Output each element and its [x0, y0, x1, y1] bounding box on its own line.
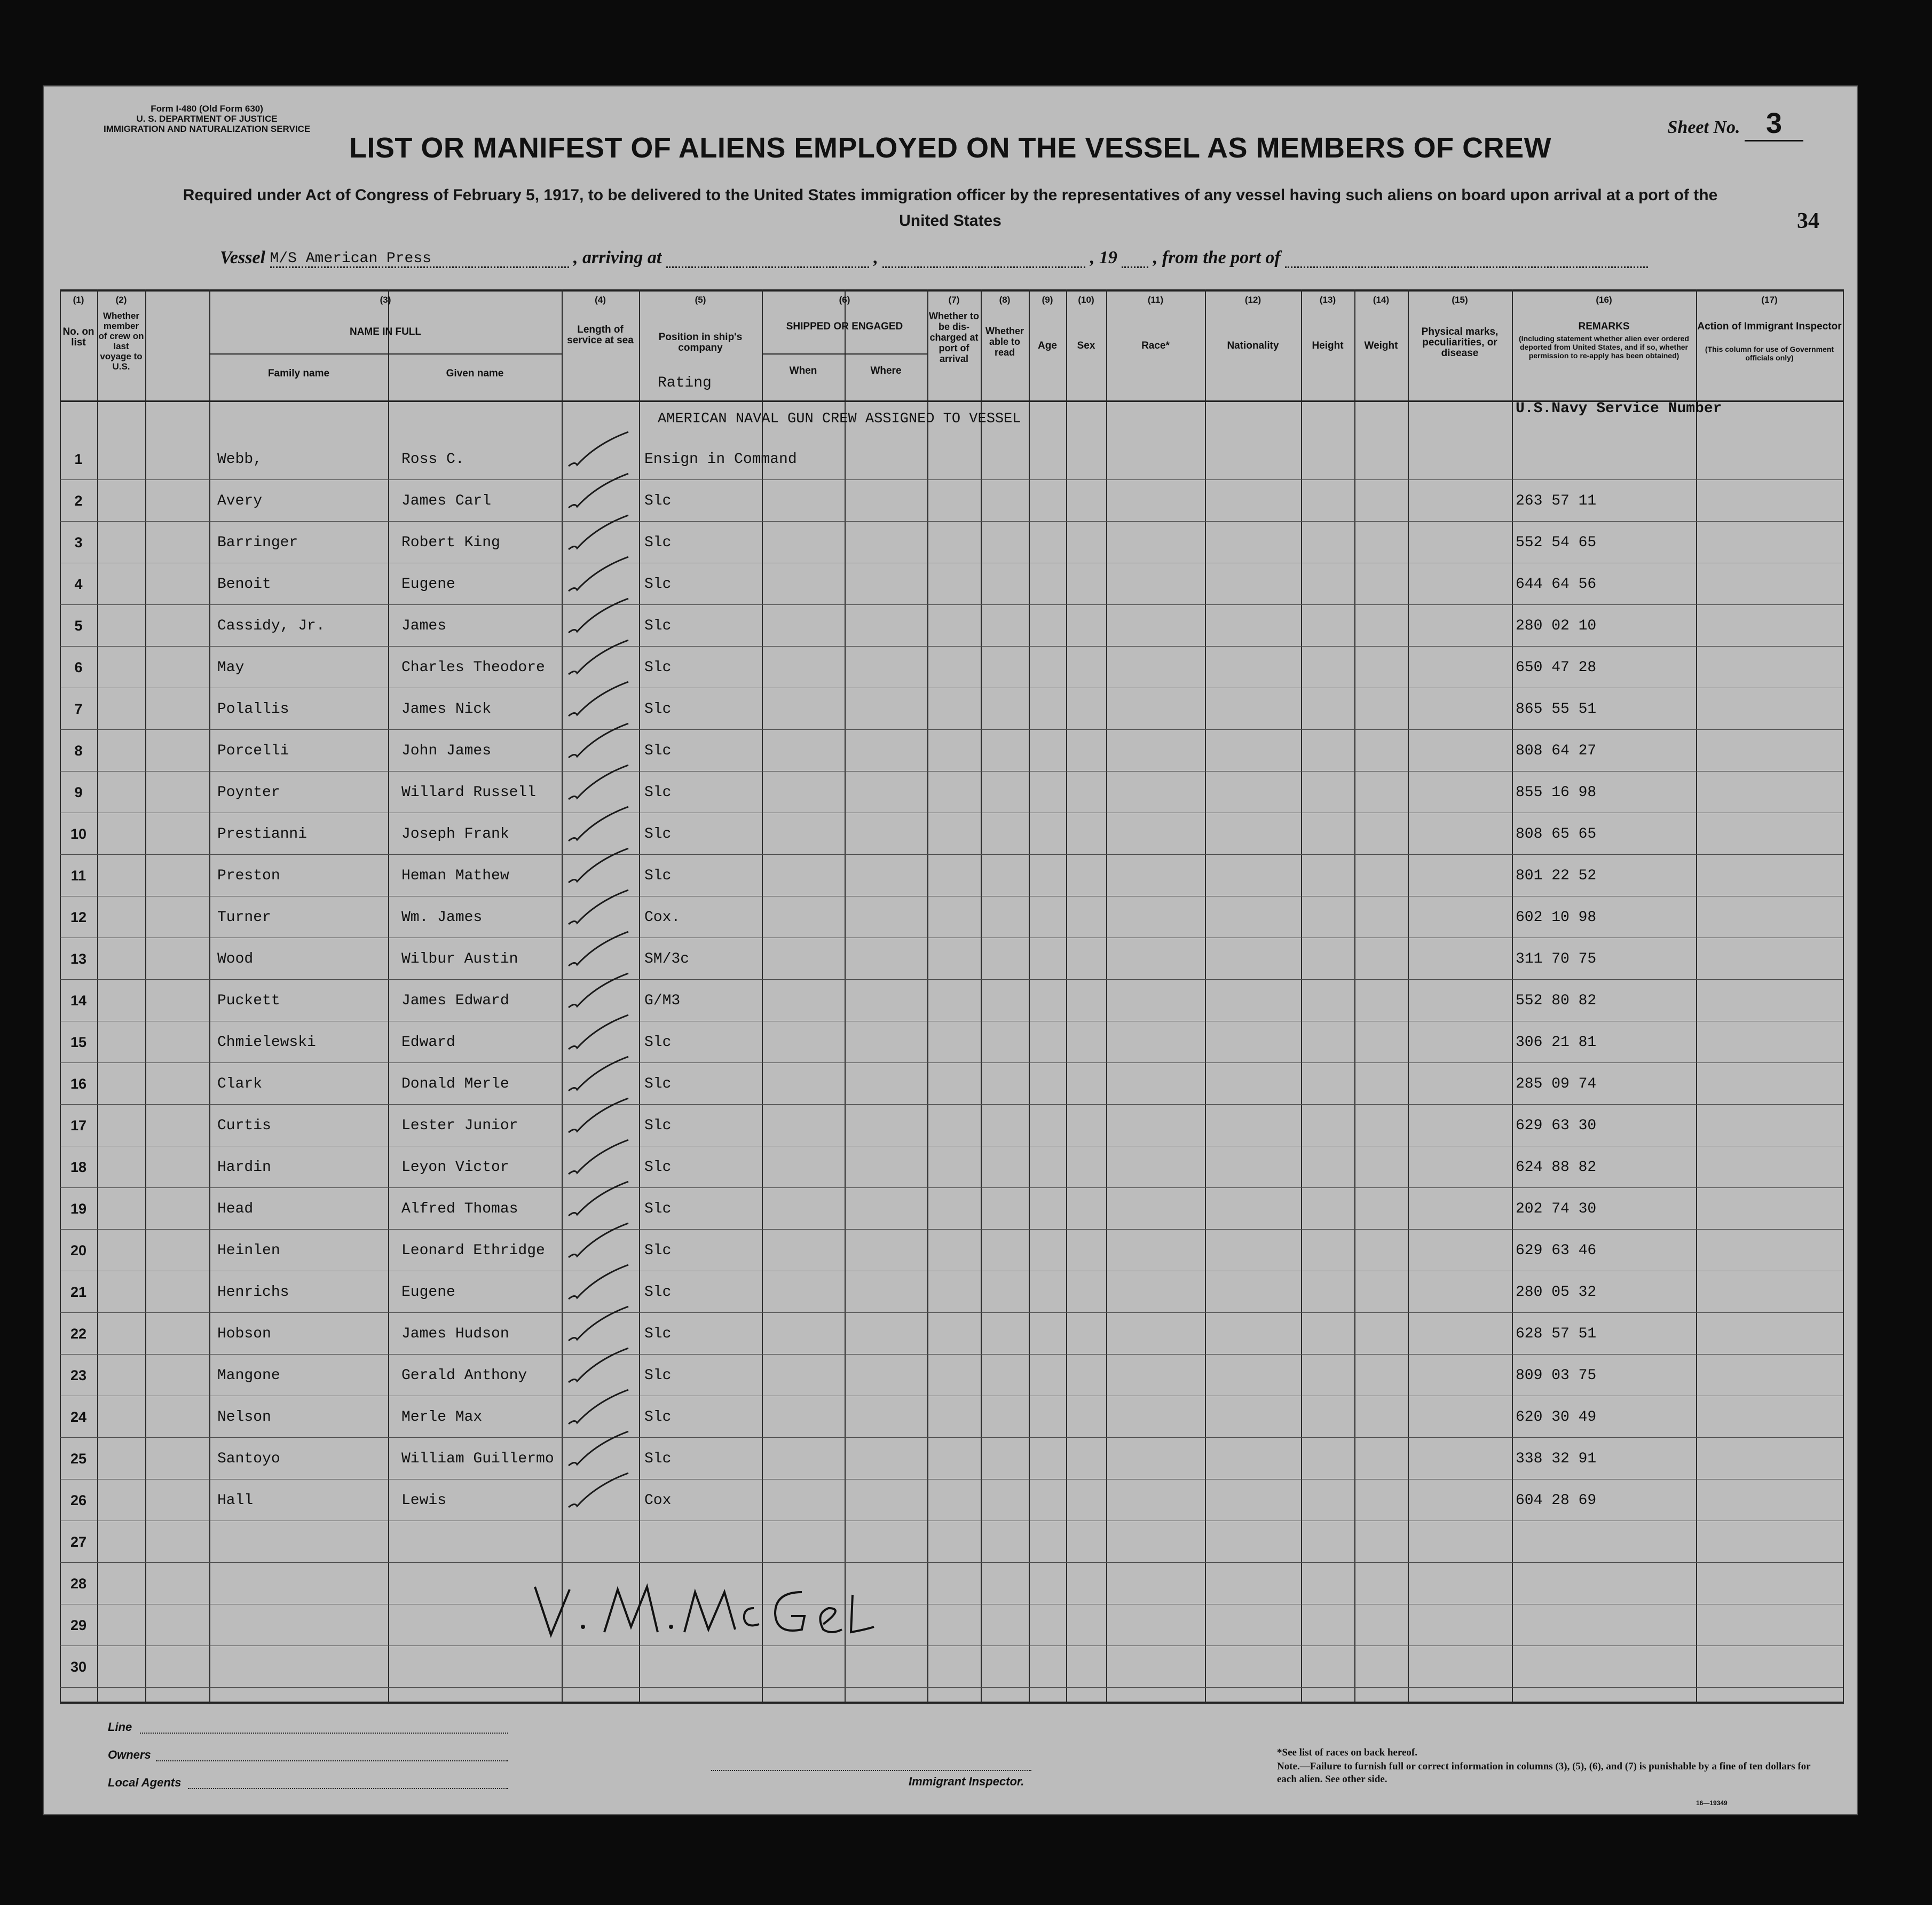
row-divider: [60, 1104, 1843, 1105]
row-divider: [60, 1354, 1843, 1355]
row-number: 22: [70, 1326, 87, 1342]
row-divider: [60, 1229, 1843, 1230]
row-divider: [60, 854, 1843, 855]
given-name: Merle Max: [401, 1409, 483, 1426]
service-number: 801 22 52: [1516, 868, 1597, 884]
col-header-shipped: SHIPPED OR ENGAGED: [786, 321, 903, 332]
vessel-name: M/S American Press: [270, 250, 569, 268]
footer-print-code: 16—19349: [1696, 1799, 1728, 1807]
col-num-10: (10): [1078, 295, 1094, 305]
rating: Slc: [644, 868, 672, 884]
col-header-sex: Sex: [1077, 340, 1095, 351]
row-divider: [60, 729, 1843, 730]
rating: Cox.: [644, 909, 681, 926]
service-number: 644 64 56: [1516, 576, 1597, 593]
service-number: 629 63 46: [1516, 1242, 1597, 1259]
rating: Slc: [644, 1159, 672, 1176]
rating: Slc: [644, 1284, 672, 1301]
col-num-17: (17): [1761, 295, 1778, 305]
col-num-9: (9): [1042, 295, 1053, 305]
col-header-name: NAME IN FULL: [349, 326, 422, 337]
form-reference: [104, 104, 310, 134]
rating: Slc: [644, 534, 672, 551]
rating: Slc: [644, 1034, 672, 1051]
check-mark-icon: [564, 1386, 639, 1428]
check-mark-icon: [564, 1219, 639, 1262]
arrival-date-field: [882, 250, 1085, 268]
col-header-length-of-service: Length of service at sea: [567, 324, 634, 346]
service-number: 620 30 49: [1516, 1409, 1597, 1426]
year-label: , 19: [1090, 248, 1117, 267]
row-divider: [60, 1062, 1843, 1063]
family-name: Cassidy, Jr.: [217, 618, 325, 634]
row-number: 16: [70, 1076, 87, 1092]
service-number: 263 57 11: [1516, 493, 1597, 509]
col-num-13: (13): [1319, 295, 1336, 305]
row-number: 1: [74, 451, 83, 467]
manifest-sheet: [43, 85, 1858, 1815]
rating: Slc: [644, 493, 672, 509]
row-divider: [60, 1562, 1843, 1563]
row-divider: [60, 979, 1843, 980]
rating: Slc: [644, 826, 672, 843]
document-title: LIST OR MANIFEST OF ALIENS EMPLOYED ON THE VESSEL AS MEMBERS OF CREW: [349, 132, 1552, 164]
col-header-where: Where: [870, 365, 902, 376]
rating: Slc: [644, 784, 672, 801]
rating: Slc: [644, 1076, 672, 1092]
given-name: Eugene: [401, 1284, 455, 1301]
col-header-race: Race*: [1141, 340, 1170, 351]
check-mark-icon: [564, 553, 639, 595]
family-name: Benoit: [217, 576, 271, 593]
given-name: Leyon Victor: [401, 1159, 509, 1176]
given-name: Gerald Anthony: [401, 1367, 527, 1384]
family-name: Chmielewski: [217, 1034, 316, 1051]
given-name: Wilbur Austin: [401, 951, 518, 967]
row-divider: [60, 1187, 1843, 1188]
check-mark-icon: [564, 1261, 639, 1303]
service-number: 865 55 51: [1516, 701, 1597, 718]
row-number: 6: [74, 659, 83, 675]
col-header-weight: Weight: [1364, 340, 1398, 351]
footer-note-text: —Failure to furnish full or correct information in columns (3), (5), (6), and (7) is punishable by a fine of ten dollars for each alien. See other side.: [1277, 1761, 1811, 1785]
check-mark-icon: [564, 844, 639, 887]
row-number: 17: [70, 1117, 87, 1133]
family-name: Turner: [217, 909, 271, 926]
family-name: Barringer: [217, 534, 298, 551]
family-name: Head: [217, 1201, 254, 1217]
family-name: Santoyo: [217, 1451, 280, 1467]
inspector-signature-field: [711, 1769, 1031, 1771]
given-name: Joseph Frank: [401, 826, 509, 843]
section-heading: AMERICAN NAVAL GUN CREW ASSIGNED TO VESSEL: [658, 411, 1021, 427]
service-name: IMMIGRATION AND NATURALIZATION SERVICE: [104, 124, 311, 134]
given-name: James Edward: [401, 993, 509, 1009]
row-divider: [60, 521, 1843, 522]
service-number: 202 74 30: [1516, 1201, 1597, 1217]
service-number: 280 05 32: [1516, 1284, 1597, 1301]
footer-local-agents-label: Local Agents: [108, 1776, 182, 1789]
rating: Slc: [644, 1242, 672, 1259]
check-mark-icon: [564, 969, 639, 1012]
col-header-rating: Rating: [658, 375, 712, 391]
footer-owners-field: [156, 1760, 508, 1761]
given-name: James: [401, 618, 447, 634]
rating: Slc: [644, 1117, 672, 1134]
col-header-age: Age: [1038, 340, 1057, 351]
row-number: 28: [70, 1576, 87, 1592]
col-num-1: (1): [73, 295, 84, 305]
service-number: 629 63 30: [1516, 1117, 1597, 1134]
given-name: James Nick: [401, 701, 492, 718]
vessel-line: Vessel M/S American Press , arriving at , , 19 , from the port of: [220, 248, 1648, 268]
form-number: Form I-480 (Old Form 630): [151, 104, 263, 114]
given-name: James Hudson: [401, 1326, 509, 1342]
col-num-14: (14): [1373, 295, 1390, 305]
check-mark-icon: [564, 1177, 639, 1220]
rating: SM/3c: [644, 951, 690, 967]
arriving-at-field: [666, 250, 869, 268]
given-name: William Guillermo: [401, 1451, 554, 1467]
vessel-label: Vessel: [220, 248, 265, 267]
service-number: 602 10 98: [1516, 909, 1597, 926]
inspector-signature: [524, 1576, 930, 1651]
row-number: 20: [70, 1242, 87, 1258]
rating: Slc: [644, 743, 672, 759]
service-number: 552 54 65: [1516, 534, 1597, 551]
row-number: 5: [74, 618, 83, 634]
service-number: 624 88 82: [1516, 1159, 1597, 1176]
row-number: 7: [74, 701, 83, 717]
check-mark-icon: [564, 1427, 639, 1470]
footer-inspector-label: Immigrant Inspector.: [909, 1775, 1024, 1788]
row-number: 23: [70, 1367, 87, 1383]
row-divider: [60, 646, 1843, 647]
given-name: Eugene: [401, 576, 455, 593]
row-number: 18: [70, 1159, 87, 1175]
check-mark-icon: [564, 1344, 639, 1387]
given-name: Lewis: [401, 1492, 447, 1509]
row-divider: [60, 479, 1843, 480]
col-header-last-voyage: Whether member of crew on last voyage to U.S.: [98, 311, 144, 372]
check-mark-icon: [564, 1469, 639, 1512]
check-mark-icon: [564, 1302, 639, 1345]
col-header-position: Position in ship's company: [658, 332, 743, 353]
col-num-5: (5): [695, 295, 706, 305]
row-number: 2: [74, 493, 83, 509]
family-name: Poynter: [217, 784, 280, 801]
rating: G/M3: [644, 993, 681, 1009]
footer-note-label: Note.: [1277, 1761, 1300, 1772]
service-number: 855 16 98: [1516, 784, 1597, 801]
crew-table: [44, 289, 1859, 1704]
given-name: Edward: [401, 1034, 455, 1051]
row-number: 14: [70, 993, 87, 1009]
col-header-no: No. on list: [62, 326, 94, 348]
check-mark-icon: [564, 802, 639, 845]
col-header-height: Height: [1312, 340, 1344, 351]
service-number: 285 09 74: [1516, 1076, 1597, 1092]
rating: Slc: [644, 1367, 672, 1384]
family-name: Hardin: [217, 1159, 271, 1176]
check-mark-icon: [564, 1094, 639, 1137]
family-name: Prestianni: [217, 826, 307, 843]
row-divider: [60, 1312, 1843, 1313]
given-name: Wm. James: [401, 909, 483, 926]
arriving-label: , arriving at: [573, 248, 662, 267]
col-header-family-name: Family name: [267, 368, 330, 379]
rating: Slc: [644, 701, 672, 718]
service-number: 280 02 10: [1516, 618, 1597, 634]
service-number: 628 57 51: [1516, 1326, 1597, 1342]
given-name: Charles Theodore: [401, 659, 545, 676]
service-number: 808 65 65: [1516, 826, 1597, 843]
given-name: Willard Russell: [401, 784, 537, 801]
col-num-2: (2): [115, 295, 127, 305]
sheet-number-label: Sheet No.: [1667, 117, 1740, 137]
family-name: Wood: [217, 951, 254, 967]
rating: Slc: [644, 1409, 672, 1426]
family-name: Hall: [217, 1492, 254, 1509]
year-field: [1122, 250, 1148, 268]
given-name: Ross C.: [401, 451, 464, 468]
service-number: 650 47 28: [1516, 659, 1597, 676]
row-number: 27: [70, 1534, 87, 1550]
row-number: 21: [70, 1284, 87, 1300]
check-mark-icon: [564, 927, 639, 970]
check-mark-icon: [564, 428, 639, 470]
check-mark-icon: [564, 469, 639, 512]
row-number: 29: [70, 1617, 87, 1633]
row-number: 4: [74, 576, 83, 592]
row-number: 30: [70, 1659, 87, 1675]
family-name: May: [217, 659, 245, 676]
document-subtitle: Required under Act of Congress of February 5, 1917, to be delivered to the United States immigration officer by the representatives of any vessel having such aliens on board upon arrival at a port of the United States: [183, 186, 1718, 230]
row-divider: [60, 1687, 1843, 1688]
service-number: 306 21 81: [1516, 1034, 1597, 1051]
check-mark-icon: [564, 678, 639, 720]
given-name: John James: [401, 743, 492, 759]
rating: Slc: [644, 1326, 672, 1342]
service-number: 809 03 75: [1516, 1367, 1597, 1384]
check-mark-icon: [564, 761, 639, 804]
col-header-inspector-action: Action of Immigrant Inspector: [1697, 321, 1842, 332]
col-num-11: (11): [1147, 295, 1164, 305]
family-name: Porcelli: [217, 743, 289, 759]
service-number: 808 64 27: [1516, 743, 1597, 759]
footer-race-note: *See list of races on back hereof.: [1277, 1747, 1417, 1758]
given-name: Alfred Thomas: [401, 1201, 518, 1217]
service-number: 604 28 69: [1516, 1492, 1597, 1509]
col-header-physical-marks: Physical marks, peculiarities, or disease: [1421, 326, 1499, 359]
given-name: Heman Mathew: [401, 868, 509, 884]
footer-line-field: [140, 1732, 508, 1734]
row-number: 8: [74, 743, 83, 759]
col-num-12: (12): [1244, 295, 1261, 305]
rating: Ensign in Command: [644, 451, 797, 468]
footer-owners-label: Owners: [108, 1748, 151, 1761]
col-num-7: (7): [948, 295, 960, 305]
rating: Slc: [644, 576, 672, 593]
rating: Cox: [644, 1492, 672, 1509]
row-number: 11: [70, 868, 86, 884]
check-mark-icon: [564, 1136, 639, 1178]
port-field: [1285, 250, 1648, 268]
given-name: Leonard Ethridge: [401, 1242, 545, 1259]
given-name: Lester Junior: [401, 1117, 518, 1134]
family-name: Heinlen: [217, 1242, 280, 1259]
row-number: 10: [70, 826, 87, 842]
col-header-remarks: REMARKS: [1578, 321, 1630, 332]
family-name: Mangone: [217, 1367, 280, 1384]
col-num-16: (16): [1596, 295, 1612, 305]
row-divider: [60, 771, 1843, 772]
check-mark-icon: [564, 1011, 639, 1053]
row-number: 13: [70, 951, 87, 967]
row-number: 26: [70, 1492, 87, 1508]
row-number: 12: [70, 909, 87, 925]
col-num-15: (15): [1452, 295, 1468, 305]
family-name: Polallis: [217, 701, 289, 718]
row-number: 15: [70, 1034, 87, 1050]
family-name: Preston: [217, 868, 280, 884]
row-divider: [60, 1437, 1843, 1438]
page-number: 34: [1797, 209, 1819, 233]
sheet-number-value: 3: [1745, 107, 1803, 141]
rating: Slc: [644, 1451, 672, 1467]
check-mark-icon: [564, 594, 639, 637]
col-header-service-number: U.S.Navy Service Number: [1516, 400, 1722, 417]
footer-local-agents-field: [188, 1788, 508, 1789]
col-header-able-to-read: Whether able to read: [985, 326, 1024, 358]
check-mark-icon: [564, 886, 639, 928]
port-label: , from the port of: [1153, 248, 1281, 267]
family-name: Henrichs: [217, 1284, 289, 1301]
check-mark-icon: [564, 511, 639, 554]
family-name: Puckett: [217, 993, 280, 1009]
family-name: Clark: [217, 1076, 263, 1092]
footer-line-label: Line: [108, 1720, 132, 1734]
row-number: 9: [74, 784, 83, 800]
rating: Slc: [644, 618, 672, 634]
col-header-remarks-note: (Including statement whether alien ever ordered deported from United States, and if so, whether permission to re-apply has been obtained): [1519, 334, 1689, 360]
col-num-3: (3): [380, 295, 391, 305]
check-mark-icon: [564, 636, 639, 679]
given-name: James Carl: [401, 493, 492, 509]
col-num-6: (6): [839, 295, 850, 305]
family-name: Curtis: [217, 1117, 271, 1134]
service-number: 338 32 91: [1516, 1451, 1597, 1467]
col-header-when: When: [789, 365, 817, 376]
row-divider: [60, 604, 1843, 605]
col-header-nationality: Nationality: [1227, 340, 1279, 351]
family-name: Avery: [217, 493, 263, 509]
department-name: U. S. DEPARTMENT OF JUSTICE: [136, 114, 278, 124]
family-name: Webb,: [217, 451, 263, 468]
service-number: 552 80 82: [1516, 993, 1597, 1009]
col-header-discharged: Whether to be dis-charged at port of arrival: [929, 311, 979, 364]
col-num-8: (8): [999, 295, 1011, 305]
footer-note: [1277, 1760, 1811, 1786]
check-mark-icon: [564, 1052, 639, 1095]
given-name: Donald Merle: [401, 1076, 509, 1092]
row-number: 19: [70, 1201, 87, 1217]
family-name: Nelson: [217, 1409, 271, 1426]
rating: Slc: [644, 1201, 672, 1217]
row-number: 25: [70, 1451, 87, 1467]
row-number: 24: [70, 1409, 87, 1425]
service-number: 311 70 75: [1516, 951, 1597, 967]
given-name: Robert King: [401, 534, 500, 551]
col-header-inspector-note: (This column for use of Government officials only): [1705, 345, 1834, 362]
col-num-4: (4): [595, 295, 606, 305]
col-header-given-name: Given name: [446, 368, 504, 379]
row-number: 3: [74, 534, 83, 550]
check-mark-icon: [564, 719, 639, 762]
family-name: Hobson: [217, 1326, 271, 1342]
rating: Slc: [644, 659, 672, 676]
